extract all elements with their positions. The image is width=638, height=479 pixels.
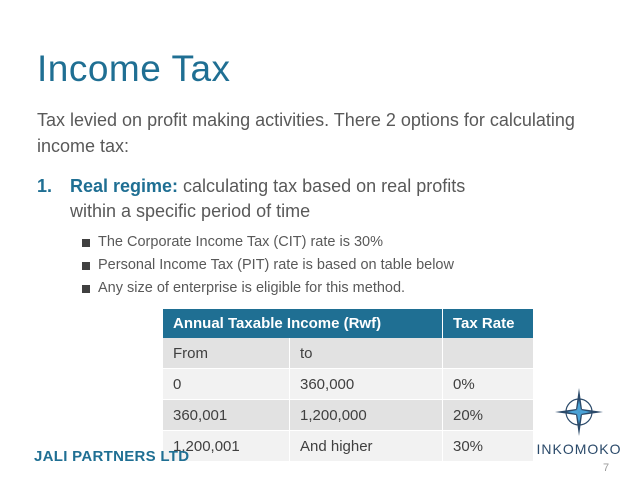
point-number: 1. [37, 176, 53, 196]
inkomoko-logo [534, 386, 624, 457]
table-cell: 360,000 [290, 369, 443, 400]
numbered-point [37, 174, 612, 224]
footer-company-name: JALI PARTNERS LTD [34, 448, 190, 465]
table-cell: From [163, 338, 290, 369]
bullet-text: Personal Income Tax (PIT) rate is based on table below [98, 257, 454, 273]
slide-title: Income Tax [37, 48, 231, 89]
square-bullet-icon [82, 285, 90, 293]
table-cell: 30% [443, 431, 534, 462]
table-cell: And higher [290, 431, 443, 462]
page-number: 7 [603, 462, 610, 474]
bullet-item [82, 254, 454, 277]
table-cell: 360,001 [163, 400, 290, 431]
point-lead: Real regime: [70, 176, 179, 196]
intro-text: Tax levied on profit making activities. There 2 options for calculating income tax: [37, 110, 575, 156]
bullet-text: Any size of enterprise is eligible for this method. [98, 280, 406, 296]
tax-rate-table [163, 309, 533, 462]
header-annual-income: Annual Taxable Income (Rwf) [163, 309, 443, 338]
table-row [163, 338, 533, 369]
table-row [163, 400, 533, 431]
table-row [163, 369, 533, 400]
square-bullet-icon [82, 239, 90, 247]
point-line-2: within a specific period of time [70, 201, 311, 221]
point-text-1: calculating tax based on real profits [178, 176, 466, 196]
square-bullet-icon [82, 262, 90, 270]
table-cell [443, 338, 534, 369]
table-cell: 1,200,001 [163, 431, 290, 462]
table-header-row [163, 309, 533, 338]
table-cell: 1,200,000 [290, 400, 443, 431]
logo-text: INKOMOKO [536, 441, 622, 457]
table-row [163, 431, 533, 462]
bullet-item [82, 231, 454, 254]
bullet-text: The Corporate Income Tax (CIT) rate is 30% [98, 234, 384, 250]
table-cell: 0 [163, 369, 290, 400]
table-cell: 0% [443, 369, 534, 400]
bullet-list [82, 231, 454, 300]
header-tax-rate: Tax Rate [443, 309, 534, 338]
table-cell: to [290, 338, 443, 369]
compass-star-icon [549, 386, 609, 438]
bullet-item [82, 277, 454, 300]
point-line-1 [37, 174, 612, 199]
table-cell: 20% [443, 400, 534, 431]
